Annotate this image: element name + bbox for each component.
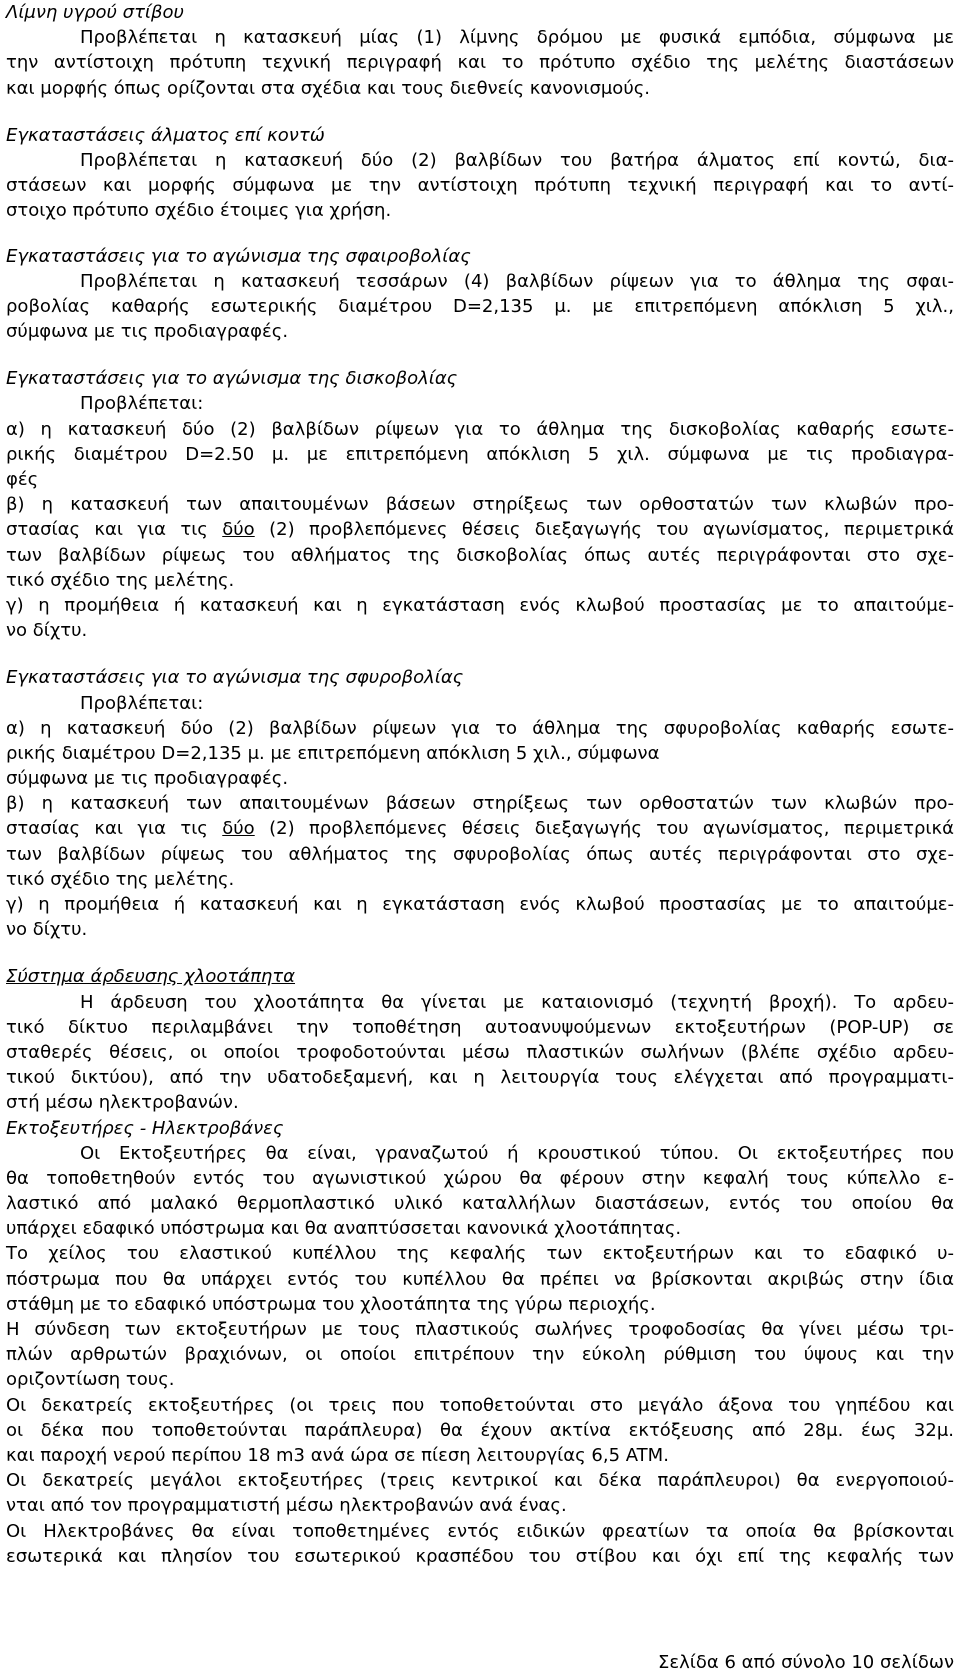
underlined-word: δύο [222,818,255,840]
paragraph-line: Το χείλος του ελαστικού κυπέλλου της κεφαλής των εκτοξευτήρων και το εδαφικό υ- [6,1243,954,1265]
list-item-line: τικό σχέδιο της μελέτης. [6,868,235,890]
paragraph-line: οριζοντίωση τους. [6,1369,175,1391]
section-title-irrigation: Σύστημα άρδευσης χλοοτάπητα [6,966,296,988]
section-title-pond: Λίμνη υγρού στίβου [6,2,184,23]
list-item-line: ρικής διαμέτρου D=2.50 μ. με επιτρεπόμενη απόκλιση 5 χιλ. σύμφωνα με τις προδιαγρα- [6,443,954,465]
paragraph-line: νται από τον προγραμματιστή μέσω ηλεκτροβανών ανά ένας. [6,1495,567,1517]
paragraph-line: Οι δεκατρείς μεγάλοι εκτοξευτήρες (τρεις κεντρικοί και δέκα παράπλευροι) θα ενεργοποιού- [6,1470,954,1492]
paragraph-line: Η σύνδεση των εκτοξευτήρων με τους πλαστικούς σωλήνες τροφοδοσίας θα γίνει μέσω τρι- [6,1319,954,1340]
paragraph-line: εσωτερικά και πλησίον του εσωτερικού κρασπέδου του στίβου και όχι επί της κεφαλής των [6,1545,954,1567]
paragraph-line: πλών αρθρωτών βραχιόνων, οι οποίοι επιτρέπουν την εύκολη ρύθμιση του ύψους και την [6,1344,954,1366]
list-item-line: σύμφωνα με τις προδιαγραφές. [6,768,289,790]
list-item-line: β) η κατασκευή των απαιτουμένων βάσεων στηρίξεως των ορθοστατών των κλωβών προ- [6,494,954,516]
paragraph-line: Οι δεκατρείς εκτοξευτήρες (οι τρεις που τοποθετούνται στο μεγάλο άξονα του γηπέδου και [6,1394,954,1416]
paragraph-line: και μορφής όπως ορίζονται στα σχέδια και τους διεθνείς κανονισμούς. [6,77,651,99]
list-item-line: α) η κατασκευή δύο (2) βαλβίδων ρίψεων για το άθλημα της δισκοβολίας καθαρής εσωτε- [6,418,954,440]
paragraph-line: την αντίστοιχη πρότυπη τεχνική περιγραφή και το πρότυπο σχέδιο της μελέτης διαστάσεων [6,52,954,74]
paragraph-line: Προβλέπεται: [80,692,204,714]
paragraph-line: Οι Εκτοξευτήρες θα είναι, γραναζωτού ή κρουστικού τύπου. Οι εκτοξευτήρες που [80,1142,954,1164]
section-title-polevault: Εγκαταστάσεις άλματος επί κοντώ [6,124,325,146]
list-item-line: α) η κατασκευή δύο (2) βαλβίδων ρίψεων για το άθλημα της σφυροβολίας καθαρής εσωτε- [6,717,954,739]
list-item-line: των βαλβίδων ρίψεως του αθλήματος της δισκοβολίας όπως αυτές περιγράφονται στο σχε- [6,544,954,566]
paragraph-line: Προβλέπεται η κατασκευή τεσσάρων (4) βαλβίδων ρίψεων για το άθλημα της σφαι- [80,270,954,292]
paragraph-line: υπάρχει εδαφικό υπόστρωμα και θα αναπτύσσεται κανονικά χλοοτάπητας. [6,1218,682,1240]
paragraph-line: Προβλέπεται: [80,393,204,415]
section-title-sprinklers: Εκτοξευτήρες - Ηλεκτροβάνες [6,1117,284,1139]
paragraph-line: Προβλέπεται η κατασκευή δύο (2) βαλβίδων του βατήρα άλματος επί κοντώ, δια- [80,149,954,171]
list-item-line: των βαλβίδων ρίψεως του αθλήματος της σφυροβολίας όπως αυτές περιγράφονται στο σχε- [6,843,954,865]
list-item-line: στασίας και για τις δύο (2) προβλεπόμενες θέσεις διεξαγωγής του αγωνίσματος, περιμετρικά [6,818,954,840]
paragraph-line: Προβλέπεται η κατασκευή μίας (1) λίμνης δρόμου με φυσικά εμπόδια, σύμφωνα με [80,27,954,49]
list-item-line: γ) η προμήθεια ή κατασκευή και η εγκατάσταση ενός κλωβού προστασίας με το απαιτούμε- [6,894,954,915]
paragraph-line: στή μέσω ηλεκτροβανών. [6,1092,239,1114]
paragraph-line: στάθμη με το εδαφικό υπόστρωμα του χλοοτάπητα της γύρω περιοχής. [6,1293,656,1315]
list-item-line: β) η κατασκευή των απαιτουμένων βάσεων στηρίξεως των ορθοστατών των κλωβών προ- [6,793,954,815]
list-item-line: τικό σχέδιο της μελέτης. [6,569,235,591]
paragraph-line: σταθερές θέσεις, οι οποίοι τροφοδοτούνται μέσω πλαστικών σωλήνων (βλέπε σχέδιο αρδευ- [6,1041,954,1063]
section-title-discus: Εγκαταστάσεις για το αγώνισμα της δισκοβολίας [6,368,458,390]
paragraph-line: στοιχο πρότυπο σχέδιο έτοιμες για χρήση. [6,200,392,222]
list-item-line: στασίας και για τις δύο (2) προβλεπόμενες θέσεις διεξαγωγής του αγωνίσματος, περιμετρικά [6,519,954,541]
list-item-line: νο δίχτυ. [6,919,88,941]
list-item-line: γ) η προμήθεια ή κατασκευή και η εγκατάσταση ενός κλωβού προστασίας με το απαιτούμε- [6,594,954,616]
section-title-hammer: Εγκαταστάσεις για το αγώνισμα της σφυροβολίας [6,667,464,689]
paragraph-line: σύμφωνα με τις προδιαγραφές. [6,321,289,343]
list-item-line: φές [6,469,39,490]
paragraph-line: τικού δικτύου), από την υδατοδεξαμενή, και η λειτουργία τους ελέγχεται από προγραμματι- [6,1067,954,1089]
paragraph-line: τικό δίκτυο περιλαμβάνει την τοποθέτηση αυτοανυψούμενων εκτοξευτήρων (POP-UP) σε [6,1016,954,1038]
list-item-line: ρικής διαμέτρου D=2,135 μ. με επιτρεπόμενη απόκλιση 5 χιλ., σύμφωνα [6,742,660,764]
paragraph-line: ροβολίας καθαρής εσωτερικής διαμέτρου D=2,135 μ. με επιτρεπόμενη απόκλιση 5 χιλ., [6,295,954,317]
page-footer: Σελίδα 6 από σύνολο 10 σελίδων [658,1652,954,1673]
section-title-shotput: Εγκαταστάσεις για το αγώνισμα της σφαιροβολίας [6,245,471,267]
paragraph-line: πόστρωμα που θα υπάρχει εντός του κυπέλλου θα πρέπει να βρίσκονται ακριβώς στην ίδια [6,1268,954,1290]
underlined-word: δύο [222,519,255,541]
paragraph-line: οι δέκα που τοποθετούνται παράπλευρα) θα έχουν ακτίνα εκτόξευσης από 28μ. έως 32μ. [6,1419,954,1441]
paragraph-line: στάσεων και μορφής σύμφωνα με την αντίστοιχη πρότυπη τεχνική περιγραφή και το αντί- [6,175,954,197]
list-item-line: νο δίχτυ. [6,620,88,642]
paragraph-line: λαστικό από μαλακό θερμοπλαστικό υλικό καταλλήλων διαστάσεων, εντός του οποίου θα [6,1193,954,1215]
paragraph-line: και παροχή νερού περίπου 18 m3 ανά ώρα σε πίεση λειτουργίας 6,5 ATM. [6,1444,669,1466]
paragraph-line: θα τοποθετηθούν εντός του αγωνιστικού χώρου θα φέρουν στην κεφαλή τους κύπελλο ε- [6,1167,954,1189]
document-page [6,0,954,1569]
paragraph-line: Οι Ηλεκτροβάνες θα είναι τοποθετημένες εντός ειδικών φρεατίων τα οποία θα βρίσκονται [6,1520,954,1542]
paragraph-line: Η άρδευση του χλοοτάπητα θα γίνεται με καταιονισμό (τεχνητή βροχή). Το αρδευ- [80,991,954,1013]
